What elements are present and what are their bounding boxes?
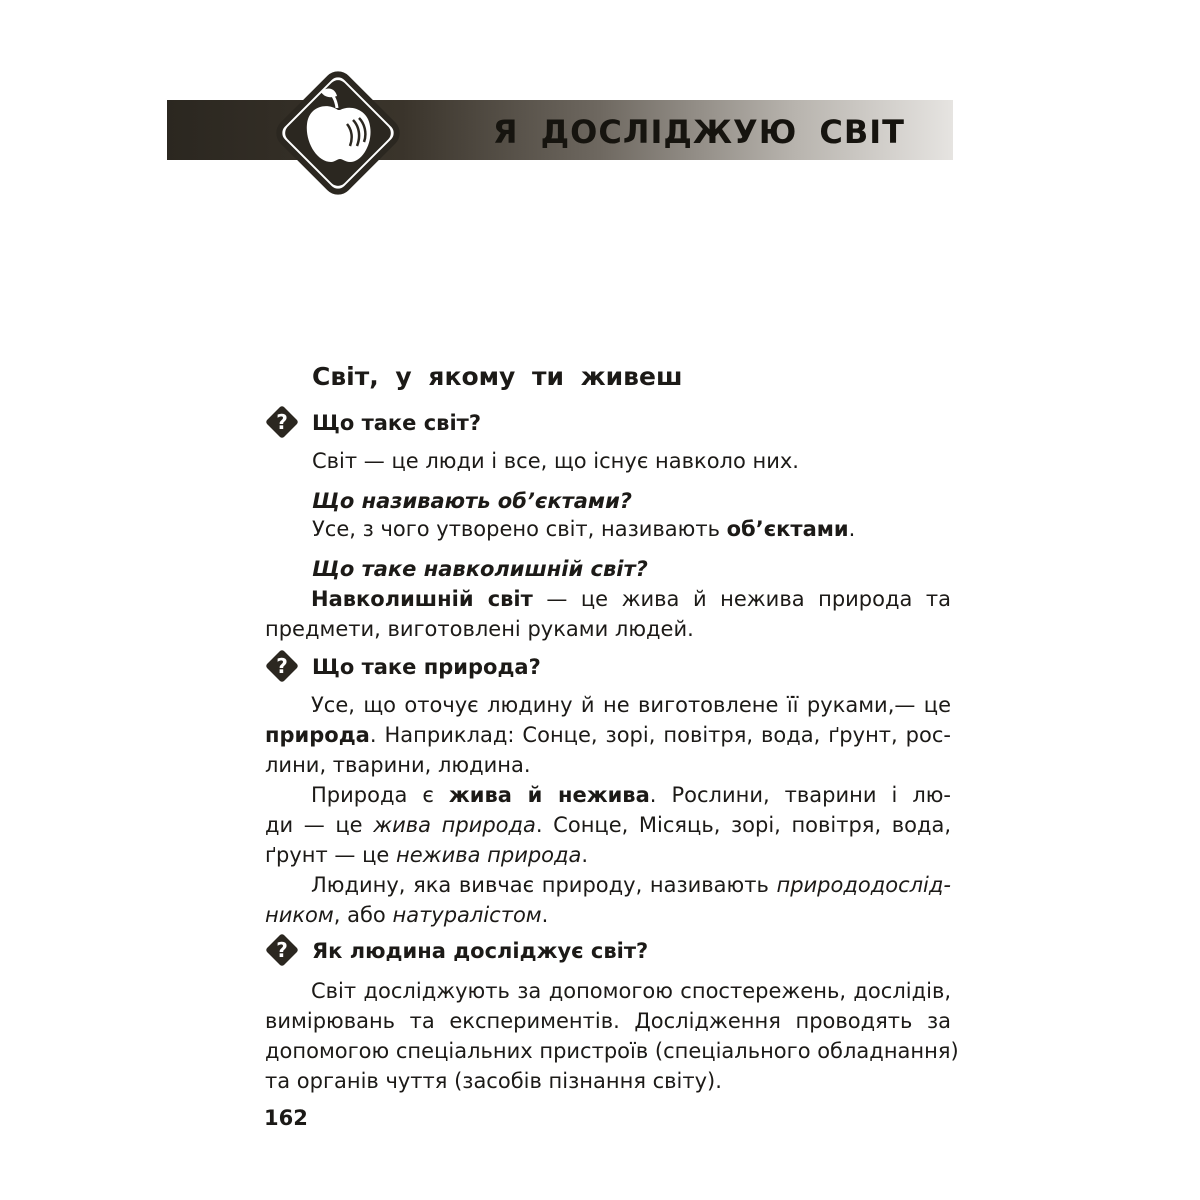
answer-nature-p2 xyxy=(265,780,951,870)
answer-text: . xyxy=(581,843,589,867)
answer-text: ди — це xyxy=(265,813,374,837)
page-number: 162 xyxy=(264,1106,308,1130)
term-naturalist-1: природодослід- xyxy=(776,873,951,897)
apple-icon xyxy=(265,58,411,208)
svg-text:?: ? xyxy=(276,938,288,962)
svg-text:?: ? xyxy=(276,410,288,434)
answer-text: . xyxy=(541,903,549,927)
term-surrounding-world: Навколишній світ xyxy=(311,587,533,611)
question-what-is-world: Що таке світ? xyxy=(312,411,482,435)
answer-text: предмети, виготовлені руками людей. xyxy=(265,617,694,641)
section-title: Світ, у якому ти живеш xyxy=(312,362,683,391)
question-how-explore: Як людина досліджує світ? xyxy=(312,939,649,963)
answer-text: Людину, яка вивчає природу, називають xyxy=(311,873,777,897)
question-what-is-nature: Що таке природа? xyxy=(312,655,541,679)
answer-text: . Наприклад: Сонце, зорі, повітря, вода, ґрунт, рос- xyxy=(369,723,951,747)
answer-text: Усе, з чого утворено світ, називають xyxy=(312,517,727,541)
question-mark-icon xyxy=(262,402,302,442)
answer-text: . Рослини, тварини і лю- xyxy=(649,783,952,807)
question-objects: Що називають об’єктами? xyxy=(312,489,632,513)
answer-text: вимірювань та експериментів. Дослідження проводять за xyxy=(265,1009,951,1033)
svg-text:?: ? xyxy=(276,654,288,678)
answer-text: Світ — це люди і все, що існує навколо них. xyxy=(312,449,799,473)
answer-text: допомогою спеціальних пристроїв (спеціального обладнання) xyxy=(265,1039,959,1063)
answer-objects xyxy=(312,514,952,544)
answer-text: . Сонце, Місяць, зорі, повітря, вода, xyxy=(535,813,952,837)
answer-text: ґрунт — це xyxy=(265,843,396,867)
answer-nature-p1 xyxy=(265,690,951,780)
term-naturalist-2: ником xyxy=(265,903,334,927)
term-nature: природа xyxy=(265,723,370,747)
question-surrounding-world: Що таке навколишній світ? xyxy=(312,557,648,581)
chapter-title: Я ДОСЛІДЖУЮ СВІТ xyxy=(492,113,905,151)
answer-how-explore xyxy=(265,976,959,1096)
term-nonliving-nature: нежива природа xyxy=(396,843,582,867)
answer-text: Природа є xyxy=(311,783,449,807)
answer-what-is-world xyxy=(312,446,952,476)
term-living-nonliving: жива й нежива xyxy=(448,783,650,807)
answer-text: Усе, що оточує людину й не виготовлене її руками,— це xyxy=(311,693,951,717)
question-mark-icon xyxy=(262,930,302,970)
term-objects: об’єктами xyxy=(726,517,849,541)
answer-text: , або xyxy=(333,903,393,927)
term-living-nature: жива природа xyxy=(373,813,536,837)
answer-text: . xyxy=(848,517,856,541)
term-naturalist-3: натуралістом xyxy=(392,903,542,927)
answer-surrounding-world xyxy=(265,584,951,644)
answer-text: Світ досліджують за допомогою спостережень, дослідів, xyxy=(311,979,951,1003)
answer-text: лини, тварини, людина. xyxy=(265,753,531,777)
answer-nature-p3 xyxy=(265,870,951,930)
answer-text: та органів чуття (засобів пізнання світу). xyxy=(265,1069,722,1093)
answer-text: — це жива й нежива природа та xyxy=(532,587,951,611)
question-mark-icon xyxy=(262,646,302,686)
